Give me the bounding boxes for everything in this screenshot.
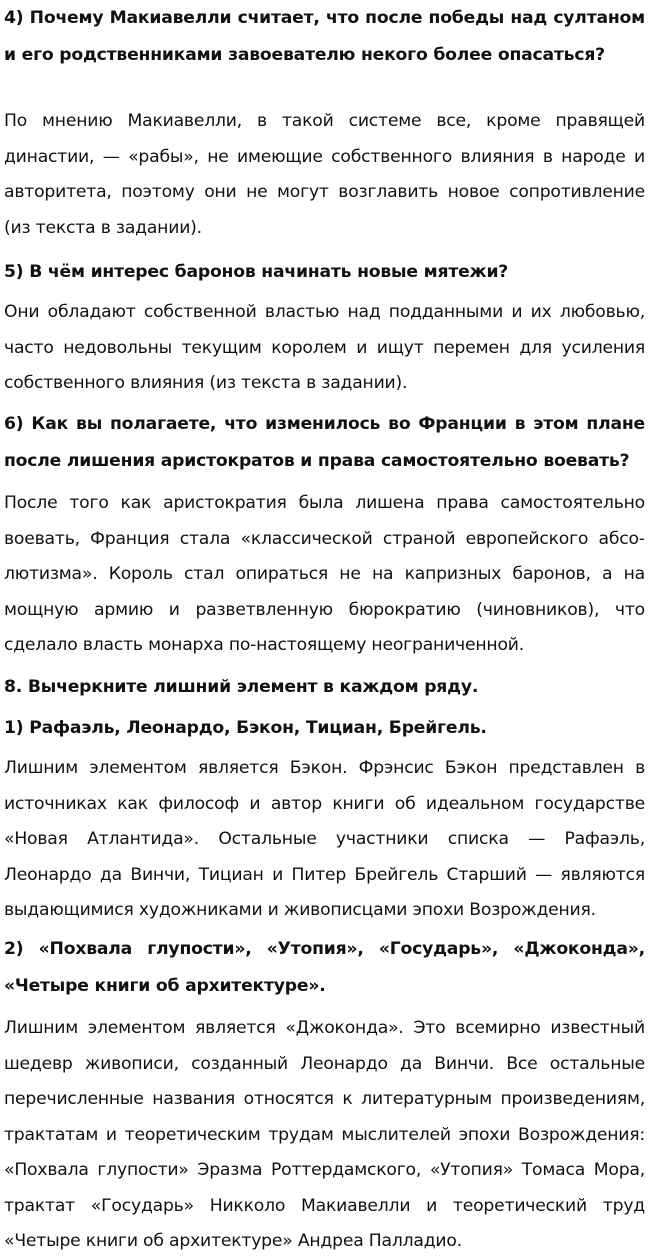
question-4-heading: 4) Почему Макиавелли считает, что после победы над султаном и его родственниками завоевателю некого более опасаться? xyxy=(4,8,645,65)
answer-4-paragraph: По мнению Макиавелли, в такой системе все, кроме правящей династии, — «рабы», не имеющие собственного влияния в народе и авторитета, поэтому они не могут возглавить новое сопротивление (из текста в задании). xyxy=(4,111,645,238)
task-8-row-2-heading: 2) «Похвала глупости», «Утопия», «Государь», «Джоконда», «Четыре книги об архитектуре». xyxy=(4,939,645,996)
task-8-row-1-answer: Лишним элементом является Бэкон. Фрэнсис Бэкон представлен в источниках как философ и автор книги об идеальном государстве «Новая Атлантида». Остальные участники списка — Рафаэль, Леонардо да Винчи, Тициан и Питер Брейгель Старший — являются выдающимися художниками и живописцами эпохи Возрождения. xyxy=(4,758,645,920)
answer-6-paragraph: После того как аристократия была лишена права самостоятельно воевать, Франция стала «классической страной европейского абсолютизма». Король стал опираться не на капризных баронов, а на мощную армию и разветвленную бюрократию (чиновников), что сделало власть монарха по-настоящему неограниченной. xyxy=(4,493,645,655)
question-6-heading: 6) Как вы полагаете, что изменилось во Франции в этом плане после лишения аристократов и права самостоятельно воевать? xyxy=(4,414,645,471)
question-5-heading: 5) В чём интерес баронов начинать новые мятежи? xyxy=(4,262,509,282)
task-8-row-2-answer: Лишним элементом является «Джоконда». Это всемирно известный шедевр живописи, созданный Леонардо да Винчи. Все остальные перечисленные названия относятся к литературным произведениям, трактатам и теоретическим трудам мыслителей эпохи Возрождения: «Похвала глупости» Эразма Роттердамского, «Утопия» Томаса Мора, трактат «Государь» Никколо Макиавелли и теоретический труд «Четыре книги об архитектуре» Андреа Палладио. xyxy=(4,1018,645,1251)
task-8-row-1-heading: 1) Рафаэль, Леонардо, Бэкон, Тициан, Брейгель. xyxy=(4,718,487,738)
answer-5-paragraph: Они обладают собственной властью над подданными и их любовью, часто недовольны текущим королем и ищут перемен для усиления собственного влияния (из текста в задании). xyxy=(4,302,645,393)
task-8-title: 8. Вычеркните лишний элемент в каждом ряду. xyxy=(4,677,479,697)
